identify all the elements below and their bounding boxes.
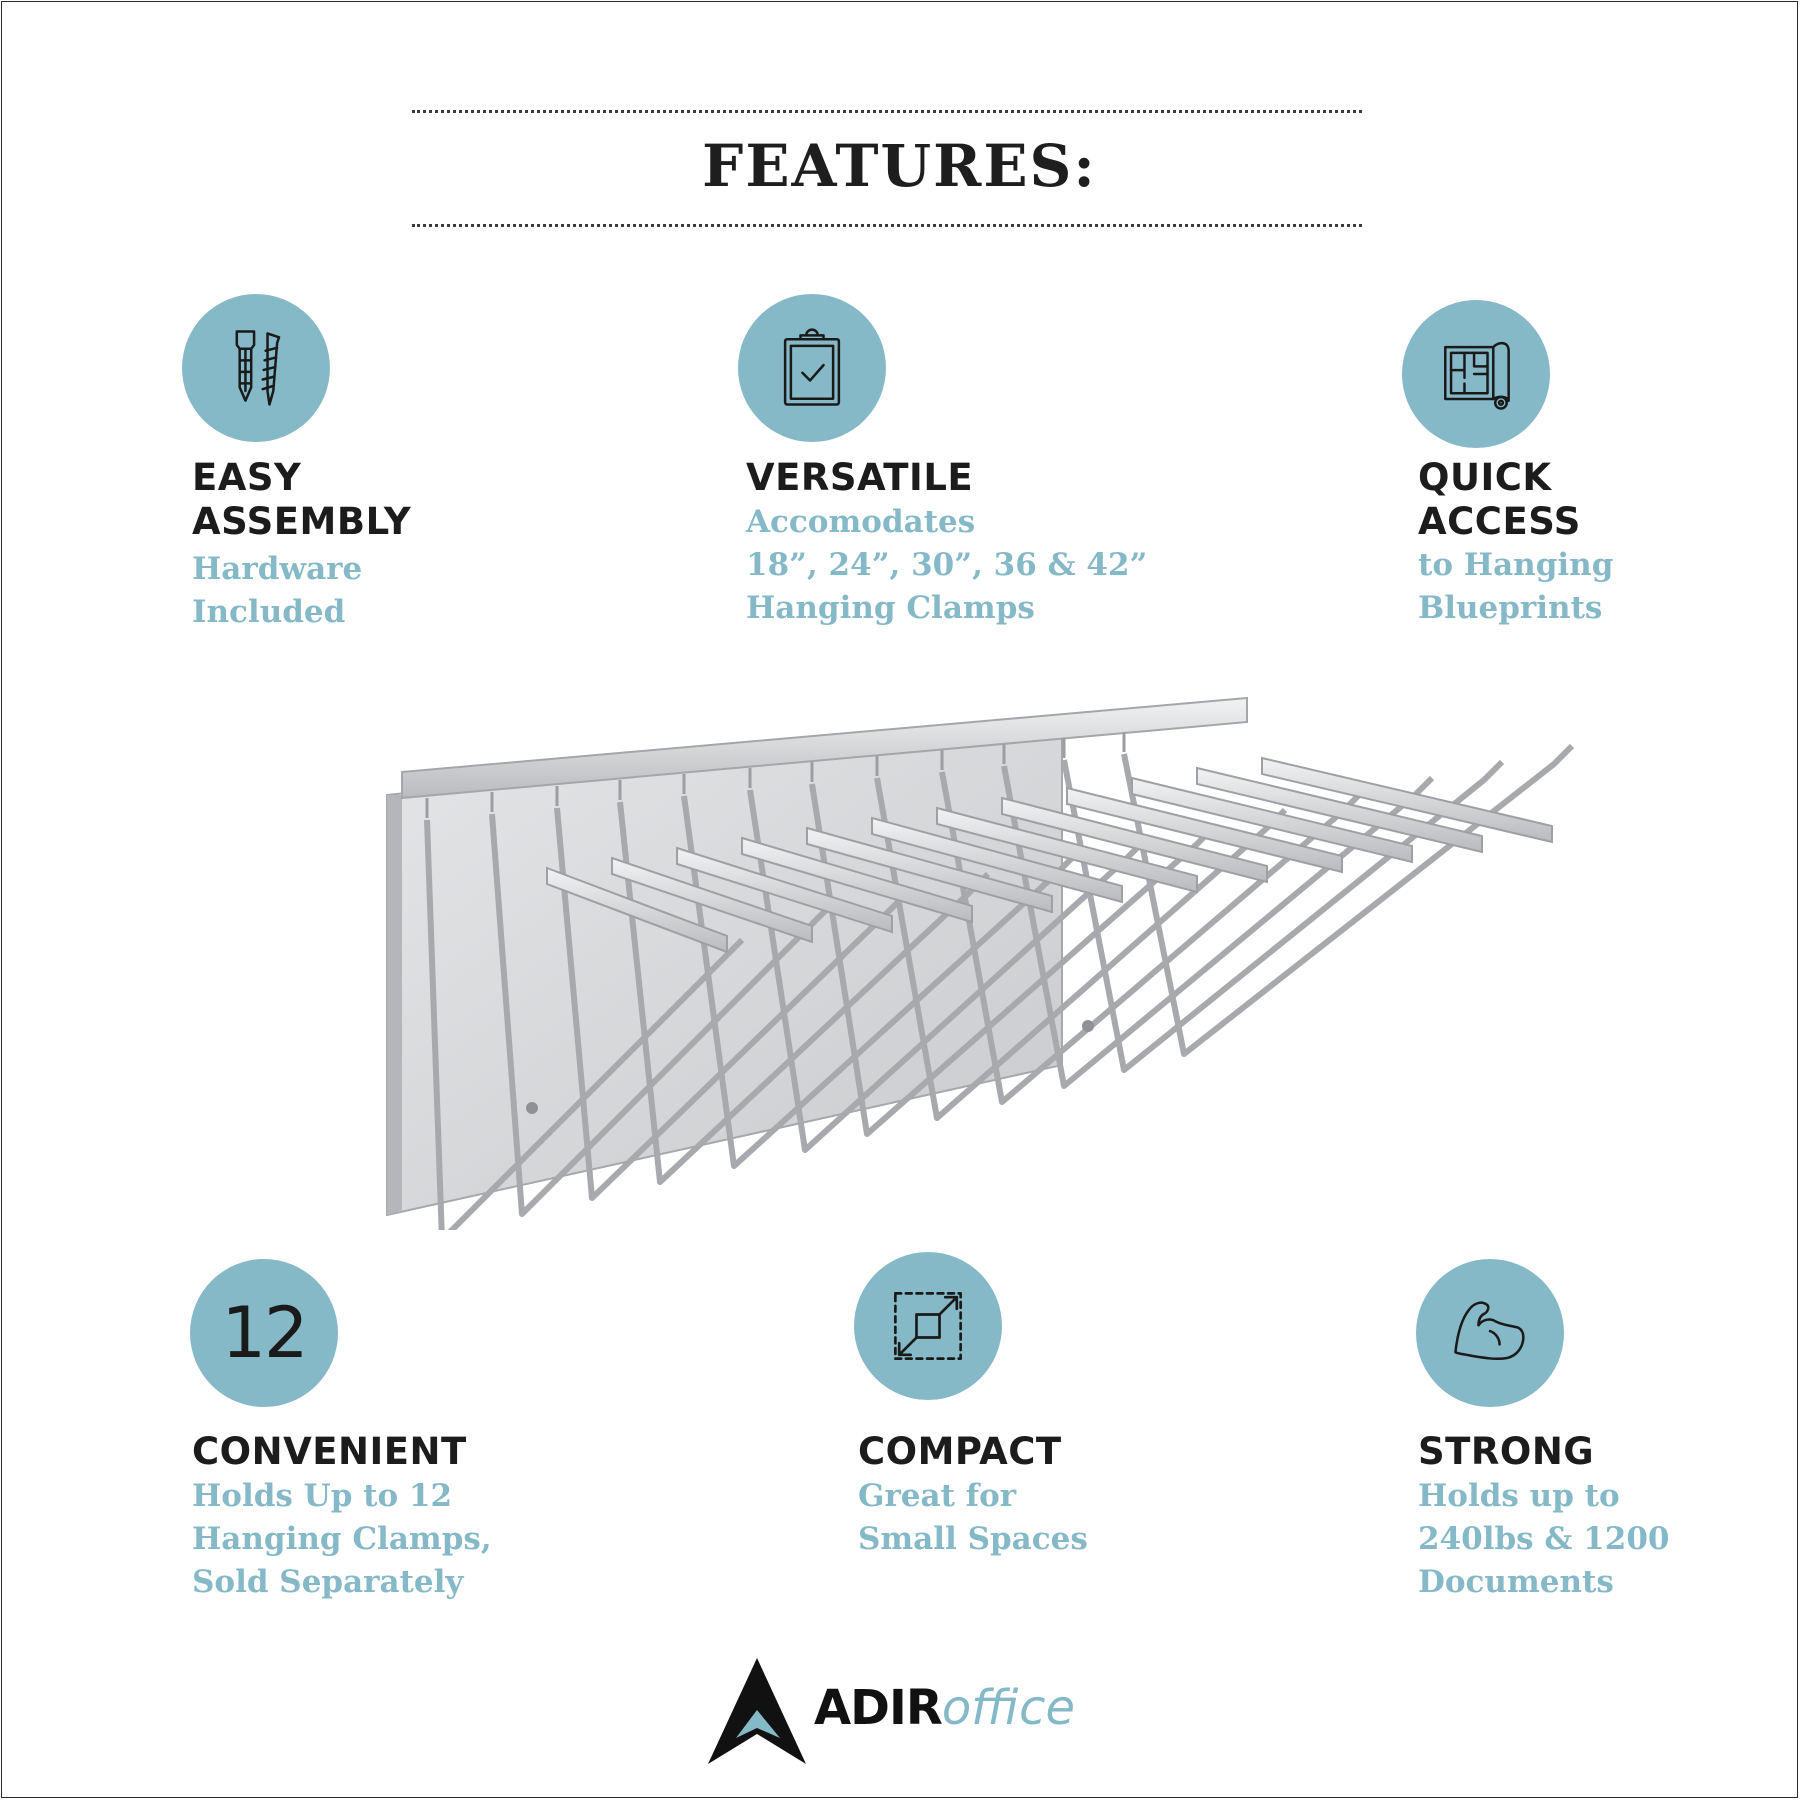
feature-easy-assembly xyxy=(192,456,411,634)
feature-heading: COMPACT xyxy=(858,1430,1062,1473)
feature-versatile xyxy=(746,456,1147,630)
feature-description: Holds up to 240lbs & 1200 Documents xyxy=(1418,1478,1670,1600)
feature-description: Great for Small Spaces xyxy=(858,1478,1088,1557)
page-title: FEATURES: xyxy=(702,132,1097,200)
blueprint-roll-icon xyxy=(1402,300,1550,448)
feature-description: Holds Up to 12 Hanging Clamps, Sold Separately xyxy=(192,1478,492,1600)
feature-compact xyxy=(858,1430,1088,1561)
feature-description: Accomodates 18”, 24”, 30”, 36 & 42” Hanging Clamps xyxy=(746,504,1148,626)
feature-quick-access xyxy=(1418,456,1613,630)
brand-mark-icon xyxy=(702,1652,812,1772)
count-badge-number: 12 xyxy=(221,1292,307,1374)
wall-rack-product-image xyxy=(372,690,1622,1230)
bottom-dotted-divider xyxy=(412,224,1362,227)
feature-heading: CONVENIENT xyxy=(192,1430,467,1473)
count-badge xyxy=(190,1259,338,1407)
feature-strong xyxy=(1418,1430,1669,1604)
infographic xyxy=(1,1,1798,1798)
flexed-arm-icon xyxy=(1416,1259,1564,1407)
brand-logo xyxy=(702,1652,1122,1772)
feature-heading: EASY ASSEMBLY xyxy=(192,456,412,543)
compress-icon xyxy=(854,1252,1002,1400)
feature-heading: VERSATILE xyxy=(746,456,974,499)
brand-wordmark: ADIRoffice xyxy=(814,1680,1076,1736)
feature-heading: QUICK ACCESS xyxy=(1418,456,1581,543)
anchor-screw-icon xyxy=(182,294,330,442)
clipboard-check-icon xyxy=(738,294,886,442)
feature-description: Hardware Included xyxy=(192,551,363,630)
feature-heading: STRONG xyxy=(1418,1430,1595,1473)
feature-description: to Hanging Blueprints xyxy=(1418,547,1614,626)
top-dotted-divider xyxy=(412,110,1362,113)
feature-convenient xyxy=(192,1430,492,1604)
